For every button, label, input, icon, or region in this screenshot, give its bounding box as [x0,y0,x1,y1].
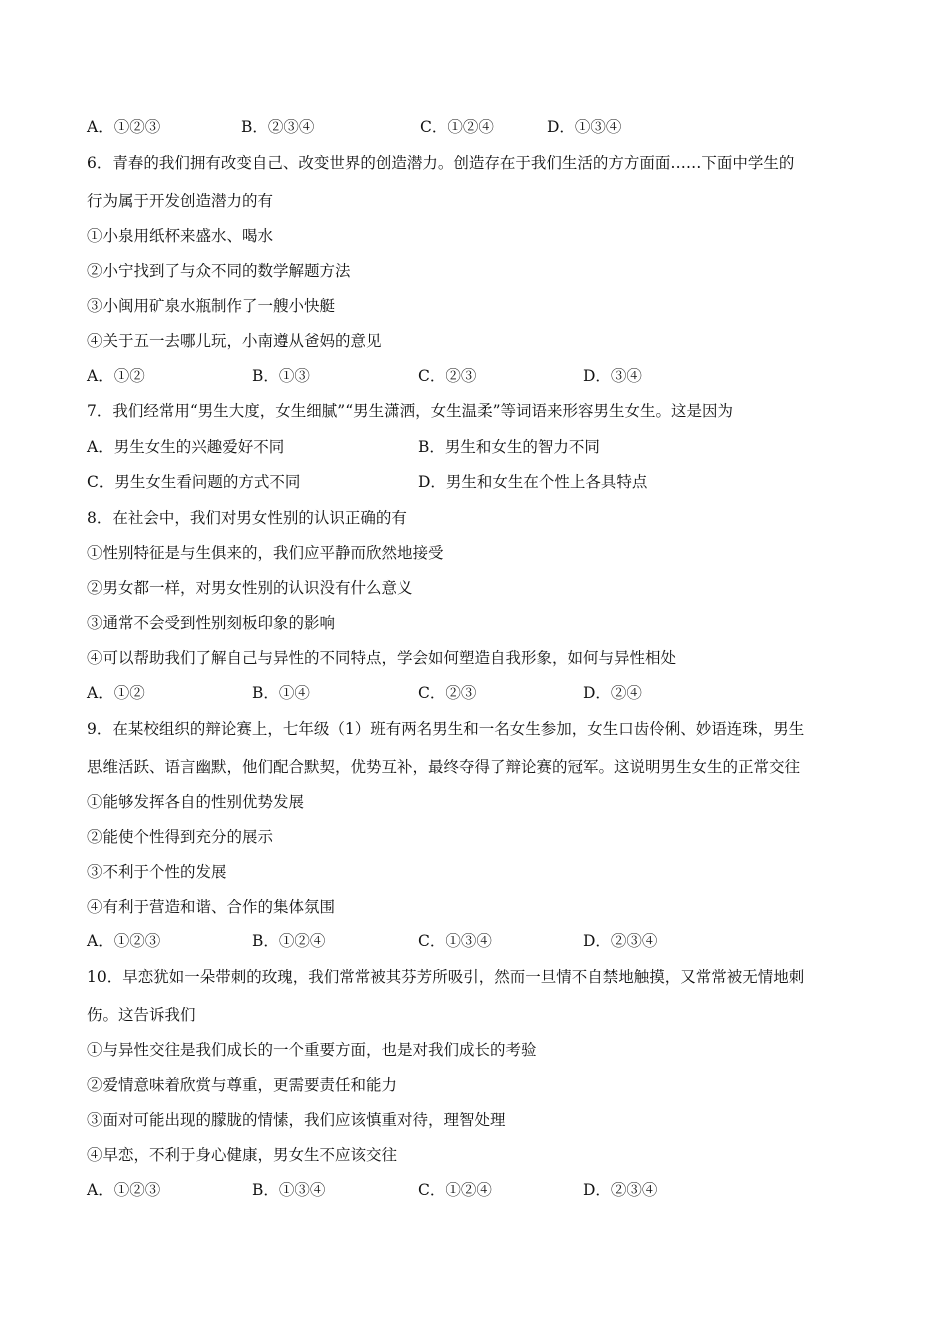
q8-item-3: ③通常不会受到性别刻板印象的影响 [87,614,336,632]
q10-stem-line-2: 伤。这告诉我们 [87,1006,196,1024]
q10-option-d: D．②③④ [583,1181,658,1199]
q10-option-a: A．①②③ [87,1181,161,1199]
q9-option-c: C．①③④ [418,932,492,950]
q8-stem: 8．在社会中，我们对男女性别的认识正确的有 [87,509,407,527]
q6-item-2: ②小宁找到了与众不同的数学解题方法 [87,262,351,280]
q10-item-4: ④早恋，不利于身心健康，男女生不应该交往 [87,1146,398,1164]
q7-option-a: A．男生女生的兴趣爱好不同 [87,438,285,456]
q9-option-b: B．①②④ [252,932,326,950]
q10-item-3: ③面对可能出现的朦胧的情愫，我们应该慎重对待，理智处理 [87,1111,506,1129]
q8-option-a: A．①② [87,684,145,702]
q6-item-3: ③小闽用矿泉水瓶制作了一艘小快艇 [87,297,336,315]
q7-option-c: C．男生女生看问题的方式不同 [87,473,301,491]
q10-option-b: B．①③④ [252,1181,326,1199]
q5-option-c: C．①②④ [420,118,494,136]
q10-item-2: ②爱情意味着欣赏与尊重，更需要责任和能力 [87,1076,398,1094]
q9-option-a: A．①②③ [87,932,161,950]
q8-option-b: B．①④ [252,684,310,702]
q10-stem-line-1: 10．早恋犹如一朵带刺的玫瑰，我们常常被其芬芳所吸引，然而一旦情不自禁地触摸，又常常被无情地刺 [87,968,805,986]
q6-item-4: ④关于五一去哪儿玩，小南遵从爸妈的意见 [87,332,382,350]
q9-item-3: ③不利于个性的发展 [87,863,227,881]
q6-option-d: D．③④ [583,367,642,385]
q10-option-c: C．①②④ [418,1181,492,1199]
q6-option-b: B．①③ [252,367,310,385]
q9-item-1: ①能够发挥各自的性别优势发展 [87,793,305,811]
q6-stem-line-2: 行为属于开发创造潜力的有 [87,192,274,210]
q9-item-2: ②能使个性得到充分的展示 [87,828,274,846]
q6-option-a: A．①② [87,367,145,385]
q6-option-c: C．②③ [418,367,477,385]
q7-option-b: B．男生和女生的智力不同 [418,438,600,456]
q5-option-b: B．②③④ [241,118,315,136]
q8-item-2: ②男女都一样，对男女性别的认识没有什么意义 [87,579,413,597]
q9-stem-line-1: 9．在某校组织的辩论赛上，七年级（1）班有两名男生和一名女生参加，女生口齿伶俐、妙语连珠，男生 [87,720,805,738]
q9-item-4: ④有利于营造和谐、合作的集体氛围 [87,898,336,916]
q9-option-d: D．②③④ [583,932,658,950]
q10-item-1: ①与异性交往是我们成长的一个重要方面，也是对我们成长的考验 [87,1041,537,1059]
q8-item-4: ④可以帮助我们了解自己与异性的不同特点，学会如何塑造自我形象，如何与异性相处 [87,649,677,667]
q5-option-d: D．①③④ [547,118,622,136]
q8-option-c: C．②③ [418,684,477,702]
q8-item-1: ①性别特征是与生俱来的，我们应平静而欣然地接受 [87,544,444,562]
q6-item-1: ①小泉用纸杯来盛水、喝水 [87,227,274,245]
q7-option-d: D．男生和女生在个性上各具特点 [418,473,648,491]
q9-stem-line-2: 思维活跃、语言幽默，他们配合默契，优势互补，最终夺得了辩论赛的冠军。这说明男生女生的正常交往 [87,758,801,776]
q6-stem-line-1: 6．青春的我们拥有改变自己、改变世界的创造潜力。创造存在于我们生活的方方面面……下面中学生的 [87,154,795,172]
q5-option-a: A．①②③ [87,118,161,136]
q8-option-d: D．②④ [583,684,642,702]
q7-stem: 7．我们经常用“男生大度，女生细腻”“男生潇洒，女生温柔”等词语来形容男生女生。这是因为 [87,402,734,420]
